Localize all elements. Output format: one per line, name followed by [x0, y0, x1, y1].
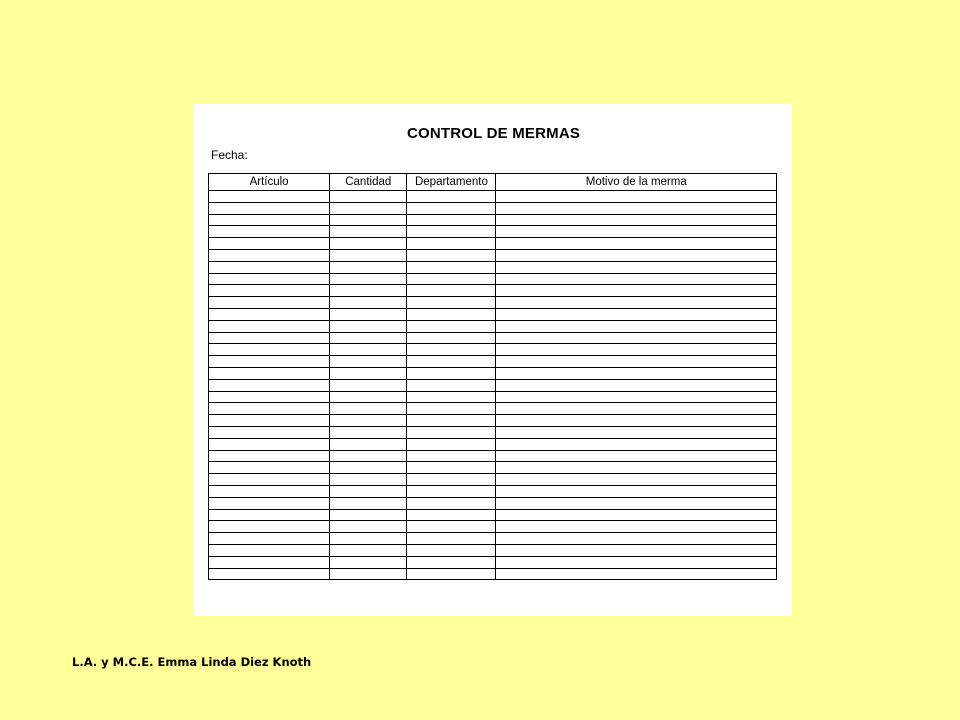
- table-cell: [330, 249, 407, 261]
- table-cell: [209, 533, 330, 545]
- table-cell: [407, 261, 496, 273]
- table-cell: [330, 273, 407, 285]
- table-cell: [496, 485, 777, 497]
- table-cell: [330, 308, 407, 320]
- table-cell: [496, 415, 777, 427]
- table-row: [209, 249, 777, 261]
- table-cell: [407, 415, 496, 427]
- table-cell: [407, 308, 496, 320]
- table-cell: [407, 191, 496, 203]
- table-cell: [407, 403, 496, 415]
- table-cell: [407, 285, 496, 297]
- table-row: [209, 485, 777, 497]
- table-row: [209, 285, 777, 297]
- table-row: [209, 226, 777, 238]
- table-row: [209, 191, 777, 203]
- table-body: [209, 191, 777, 580]
- table-row: [209, 450, 777, 462]
- table-cell: [407, 485, 496, 497]
- table-cell: [496, 556, 777, 568]
- table-cell: [407, 450, 496, 462]
- table-cell: [407, 367, 496, 379]
- table-cell: [330, 568, 407, 580]
- table-cell: [407, 568, 496, 580]
- table-cell: [496, 474, 777, 486]
- table-row: [209, 297, 777, 309]
- table-cell: [209, 426, 330, 438]
- table-cell: [330, 214, 407, 226]
- table-cell: [330, 462, 407, 474]
- table-cell: [209, 226, 330, 238]
- merma-table: [208, 173, 777, 580]
- table-cell: [330, 521, 407, 533]
- table-cell: [496, 273, 777, 285]
- table-cell: [496, 426, 777, 438]
- table-cell: [330, 191, 407, 203]
- table-row: [209, 544, 777, 556]
- table-cell: [209, 509, 330, 521]
- table-header-row: [209, 174, 777, 191]
- table-cell: [209, 521, 330, 533]
- table-cell: [407, 332, 496, 344]
- table-cell: [496, 249, 777, 261]
- table-cell: [407, 297, 496, 309]
- table-cell: [330, 474, 407, 486]
- table-cell: [407, 273, 496, 285]
- table-row: [209, 556, 777, 568]
- table-cell: [496, 238, 777, 250]
- table-cell: [407, 509, 496, 521]
- table-cell: [209, 356, 330, 368]
- table-row: [209, 415, 777, 427]
- table-cell: [209, 261, 330, 273]
- table-cell: [496, 367, 777, 379]
- table-cell: [407, 474, 496, 486]
- table-cell: [209, 297, 330, 309]
- table-cell: [407, 533, 496, 545]
- table-cell: [209, 485, 330, 497]
- table-cell: [209, 415, 330, 427]
- table-cell: [496, 533, 777, 545]
- table-row: [209, 273, 777, 285]
- table-cell: [330, 533, 407, 545]
- table-row: [209, 344, 777, 356]
- table-cell: [209, 308, 330, 320]
- table-cell: [496, 344, 777, 356]
- table-cell: [496, 450, 777, 462]
- table-row: [209, 308, 777, 320]
- table-cell: [209, 320, 330, 332]
- table-cell: [407, 497, 496, 509]
- table-cell: [496, 261, 777, 273]
- table-cell: [330, 226, 407, 238]
- table-cell: [496, 308, 777, 320]
- table-row: [209, 261, 777, 273]
- table-cell: [496, 356, 777, 368]
- table-cell: [496, 438, 777, 450]
- table-cell: [209, 462, 330, 474]
- form-title: CONTROL DE MERMAS: [406, 125, 581, 142]
- table-cell: [209, 556, 330, 568]
- table-cell: [496, 497, 777, 509]
- table-cell: [209, 344, 330, 356]
- table-row: [209, 426, 777, 438]
- table-cell: [330, 450, 407, 462]
- table-cell: [330, 367, 407, 379]
- table-cell: [496, 521, 777, 533]
- table-row: [209, 214, 777, 226]
- table-cell: [330, 238, 407, 250]
- table-cell: [330, 438, 407, 450]
- table-cell: [407, 379, 496, 391]
- table-row: [209, 356, 777, 368]
- table-cell: [209, 238, 330, 250]
- table-row: [209, 474, 777, 486]
- table-cell: [496, 544, 777, 556]
- table-row: [209, 202, 777, 214]
- table-cell: [407, 521, 496, 533]
- table-cell: [330, 497, 407, 509]
- table-cell: [407, 238, 496, 250]
- table-cell: [330, 391, 407, 403]
- column-header-articulo: Artículo: [209, 174, 330, 191]
- table-cell: [209, 367, 330, 379]
- table-row: [209, 462, 777, 474]
- table-cell: [330, 403, 407, 415]
- table-row: [209, 438, 777, 450]
- table-cell: [330, 544, 407, 556]
- table-cell: [330, 415, 407, 427]
- table-cell: [209, 332, 330, 344]
- table-cell: [496, 320, 777, 332]
- table-cell: [496, 214, 777, 226]
- table-cell: [496, 332, 777, 344]
- table-cell: [209, 474, 330, 486]
- table-cell: [407, 214, 496, 226]
- table-row: [209, 497, 777, 509]
- table-cell: [209, 450, 330, 462]
- table-cell: [407, 544, 496, 556]
- table-row: [209, 509, 777, 521]
- column-header-cantidad: Cantidad: [330, 174, 407, 191]
- table-cell: [209, 438, 330, 450]
- table-cell: [330, 426, 407, 438]
- table-cell: [407, 226, 496, 238]
- column-header-motivo: Motivo de la merma: [496, 174, 777, 191]
- table-cell: [407, 438, 496, 450]
- table-cell: [496, 462, 777, 474]
- table-row: [209, 568, 777, 580]
- table-cell: [209, 544, 330, 556]
- table-cell: [209, 249, 330, 261]
- table-cell: [330, 379, 407, 391]
- table-cell: [496, 391, 777, 403]
- table-cell: [330, 261, 407, 273]
- table-cell: [496, 191, 777, 203]
- table-cell: [209, 214, 330, 226]
- table-row: [209, 533, 777, 545]
- table-cell: [330, 202, 407, 214]
- table-cell: [407, 556, 496, 568]
- table-cell: [330, 356, 407, 368]
- table-cell: [330, 297, 407, 309]
- table-row: [209, 403, 777, 415]
- table-cell: [496, 568, 777, 580]
- table-cell: [407, 426, 496, 438]
- table-cell: [330, 285, 407, 297]
- table-row: [209, 521, 777, 533]
- table-cell: [209, 403, 330, 415]
- table-cell: [330, 320, 407, 332]
- table-cell: [209, 285, 330, 297]
- date-label: Fecha:: [211, 148, 248, 162]
- table-cell: [209, 391, 330, 403]
- table-cell: [330, 485, 407, 497]
- table-cell: [330, 556, 407, 568]
- table-row: [209, 332, 777, 344]
- table-cell: [209, 273, 330, 285]
- table-cell: [330, 344, 407, 356]
- table-cell: [496, 379, 777, 391]
- table-cell: [496, 297, 777, 309]
- table-cell: [496, 403, 777, 415]
- table-cell: [209, 497, 330, 509]
- table-cell: [407, 462, 496, 474]
- table-cell: [407, 356, 496, 368]
- table-cell: [330, 509, 407, 521]
- table-cell: [496, 509, 777, 521]
- table-cell: [407, 249, 496, 261]
- table-row: [209, 238, 777, 250]
- column-header-departamento: Departamento: [407, 174, 496, 191]
- table-row: [209, 379, 777, 391]
- table-cell: [407, 344, 496, 356]
- table-cell: [209, 379, 330, 391]
- table-cell: [209, 191, 330, 203]
- table-cell: [407, 320, 496, 332]
- table-cell: [496, 285, 777, 297]
- author-credit: L.A. y M.C.E. Emma Linda Diez Knoth: [72, 655, 312, 669]
- table-cell: [209, 202, 330, 214]
- table-cell: [496, 226, 777, 238]
- table-cell: [330, 332, 407, 344]
- table-row: [209, 367, 777, 379]
- table-row: [209, 320, 777, 332]
- table-row: [209, 391, 777, 403]
- table-cell: [407, 391, 496, 403]
- table-cell: [407, 202, 496, 214]
- table-cell: [209, 568, 330, 580]
- table-cell: [496, 202, 777, 214]
- form-sheet: [193, 103, 792, 616]
